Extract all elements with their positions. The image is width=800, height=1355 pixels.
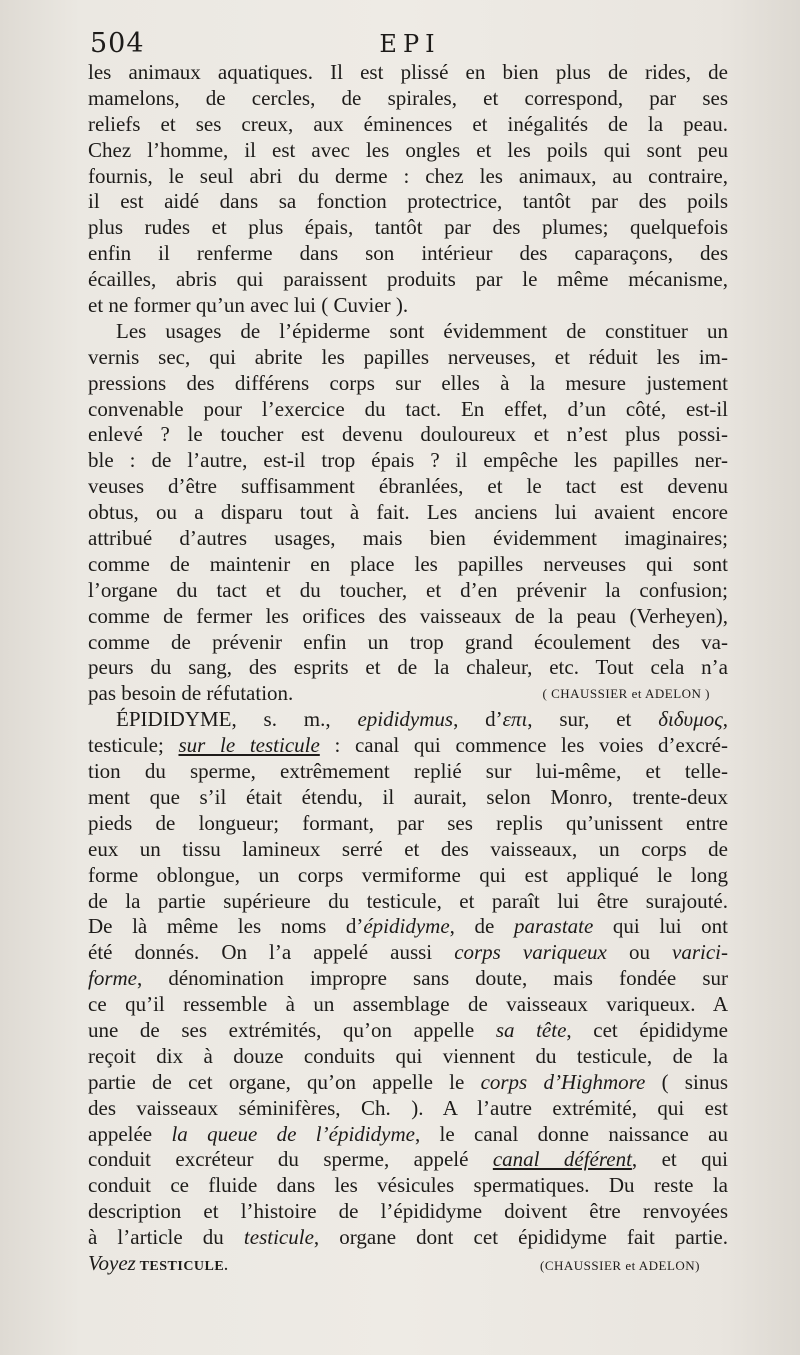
text-line (88, 1251, 728, 1277)
text-fragment: , le canal donne naissance au (414, 1121, 728, 1146)
latin-term: epididymus (357, 707, 454, 732)
text-fragment: , de (449, 914, 514, 939)
text-fragment: : canal qui commence les voies d’excré- (319, 733, 728, 758)
text-fragment: ou (606, 940, 673, 965)
greek-term: διδυμος (658, 707, 723, 732)
text-fragment: , sur, et (527, 707, 659, 732)
text-fragment: appelée (88, 1121, 172, 1146)
text-line (88, 966, 728, 992)
text-fragment: partie de cet organe, qu’on appelle le (88, 1069, 481, 1094)
text-fragment: , dénomination impropre sans doute, mais fondée sur (137, 966, 728, 991)
text-line: ce qu’il ressemble à un assemblage de vaisseaux variqueux. A (88, 992, 728, 1017)
text-line: fournis, le seul abri du derme : chez les animaux, au contraire, (88, 163, 728, 188)
text-line: écailles, abris qui paraissent produits par le même mécanisme, (88, 267, 728, 292)
italic-term: corps variqueux (454, 940, 607, 965)
text-line: pressions des différens corps sur elles à la mesure justement (88, 370, 728, 395)
text-line: conduit ce fluide dans les vésicules spermatiques. Du reste la (88, 1173, 728, 1198)
text-line: forme oblongue, un corps vermiforme qui est appliqué le long (88, 862, 728, 887)
text-line: Chez l’homme, il est avec les ongles et les poils qui sont peu (88, 137, 728, 162)
text-line: tion du sperme, extrêmement replié sur lui-même, et telle- (88, 759, 728, 784)
running-title: EPI (379, 30, 441, 58)
text-line: l’organe du tact et du toucher, et d’en prévenir la confusion; (88, 577, 728, 602)
text-fragment: une de ses extrémités, qu’on appelle (88, 1017, 496, 1042)
text-line: pieds de longueur; formant, par ses replis qu’unissent entre (88, 810, 728, 835)
entry-epididyme (88, 707, 728, 1277)
text-line: comme de maintenir en place les papilles nerveuses qui sont (88, 551, 728, 576)
text-fragment: , d’ (453, 707, 503, 732)
text-line (88, 1122, 728, 1148)
italic-term: canal déférent (492, 1147, 632, 1172)
text-line: Les usages de l’épiderme sont évidemment de constituer un (116, 318, 728, 343)
text-fragment: , organe dont cet épididyme fait partie. (313, 1225, 729, 1250)
page-body (88, 60, 728, 1277)
italic-term: sa tête (495, 1017, 567, 1042)
text-line: convenable pour l’exercice du tact. En effet, d’un côté, est-il (88, 396, 728, 421)
text-fragment: qui lui ont (593, 914, 728, 939)
see-target: TESTICULE. (135, 1258, 229, 1274)
italic-term: corps d’Highmore (480, 1069, 646, 1094)
text-line: enfin il renferme dans son intérieur des caparaçons, des (88, 241, 728, 266)
text-fragment: pas besoin de réfutation. (88, 681, 294, 706)
text-fragment: , cet épididyme (566, 1017, 728, 1042)
text-line: description et l’histoire de l’épididyme doivent être renvoyées (88, 1199, 728, 1224)
text-fragment: été donnés. On l’a appelé aussi (88, 940, 455, 965)
italic-term: parastate (513, 914, 594, 939)
text-line: de la partie supérieure du testicule, et paraît lui être surajouté. (88, 888, 728, 913)
italic-term: testicule (243, 1225, 314, 1250)
italic-term: varici- (672, 940, 728, 965)
text-line: enlevé ? le toucher est devenu douloureux et n’est plus possi- (88, 422, 728, 447)
text-line: attribué d’autres usages, mais bien évidemment imaginaires; (88, 526, 728, 551)
text-line (88, 733, 728, 759)
text-line: les animaux aquatiques. Il est plissé en bien plus de rides, de (88, 60, 728, 84)
italic-term: la queue de l’épididyme (171, 1121, 415, 1146)
text-fragment: , s. m., (231, 707, 358, 732)
text-fragment: , et qui (631, 1147, 728, 1172)
text-line (88, 940, 728, 966)
greek-term: επι (502, 707, 528, 732)
text-line: comme de prévenir enfin un trop grand écoulement des va- (88, 629, 728, 654)
author-signature: ( CHAUSSIER et ADELON ) (542, 686, 710, 702)
text-line: reliefs et ses creux, aux éminences et inégalités de la peau. (88, 111, 728, 136)
text-line (88, 707, 728, 733)
text-fragment: , (722, 707, 729, 732)
text-fragment: à l’article du (88, 1225, 244, 1250)
text-line (88, 1147, 728, 1173)
italic-term: forme (88, 966, 137, 991)
text-fragment: conduit excréteur du sperme, appelé (88, 1147, 493, 1172)
text-line: et ne former qu’un avec lui ( Cuvier ). (88, 293, 409, 318)
text-line (88, 914, 728, 940)
text-line: reçoit dix à douze conduits qui viennent du testicule, de la (88, 1043, 728, 1068)
page-number: 504 (90, 28, 145, 59)
page-header (90, 28, 730, 64)
paragraph-usages-epiderme (88, 319, 728, 707)
text-fragment: ( sinus (645, 1069, 728, 1094)
text-line: comme de fermer les orifices des vaisseaux de la peau (Verheyen), (88, 603, 728, 628)
text-line (88, 681, 728, 707)
text-line: peurs du sang, des esprits et de la chaleur, etc. Tout cela n’a (88, 655, 728, 680)
text-line: mamelons, de cercles, de spirales, et correspond, par ses (88, 85, 728, 110)
italic-term: sur le testicule (178, 733, 320, 758)
paragraph-epiderme-continued (88, 60, 728, 319)
see-label: Voyez (88, 1250, 136, 1275)
text-line: des vaisseaux séminifères, Ch. ). A l’autre extrémité, qui est (88, 1095, 728, 1120)
text-fragment: De là même les noms d’ (88, 914, 364, 939)
italic-term: épididyme (363, 914, 450, 939)
headword: ÉPIDIDYME (116, 707, 232, 732)
text-line: veuses d’être suffisamment ébranlées, et le tact est devenu (88, 474, 728, 499)
cross-reference (88, 1251, 228, 1280)
text-line (88, 1225, 728, 1251)
text-line: vernis sec, qui abrite les papilles nerveuses, et réduit les im- (88, 344, 728, 369)
text-line: ment que s’il était étendu, il aurait, selon Monro, trente-deux (88, 784, 728, 809)
text-line: il est aidé dans sa fonction protectrice, tantôt par des poils (88, 189, 728, 214)
text-fragment: testicule; (88, 733, 179, 758)
text-line: obtus, ou a disparu tout à fait. Les anciens lui avaient encore (88, 500, 728, 525)
text-line: eux un tissu lamineux serré et des vaisseaux, un corps de (88, 836, 728, 861)
text-line: ble : de l’autre, est-il trop épais ? il empêche les papilles ner- (88, 448, 728, 473)
text-line (88, 1070, 728, 1096)
text-line (88, 1018, 728, 1044)
text-line: plus rudes et plus épais, tantôt par des plumes; quelquefois (88, 215, 728, 240)
author-signature: (CHAUSSIER et ADELON) (540, 1257, 700, 1273)
